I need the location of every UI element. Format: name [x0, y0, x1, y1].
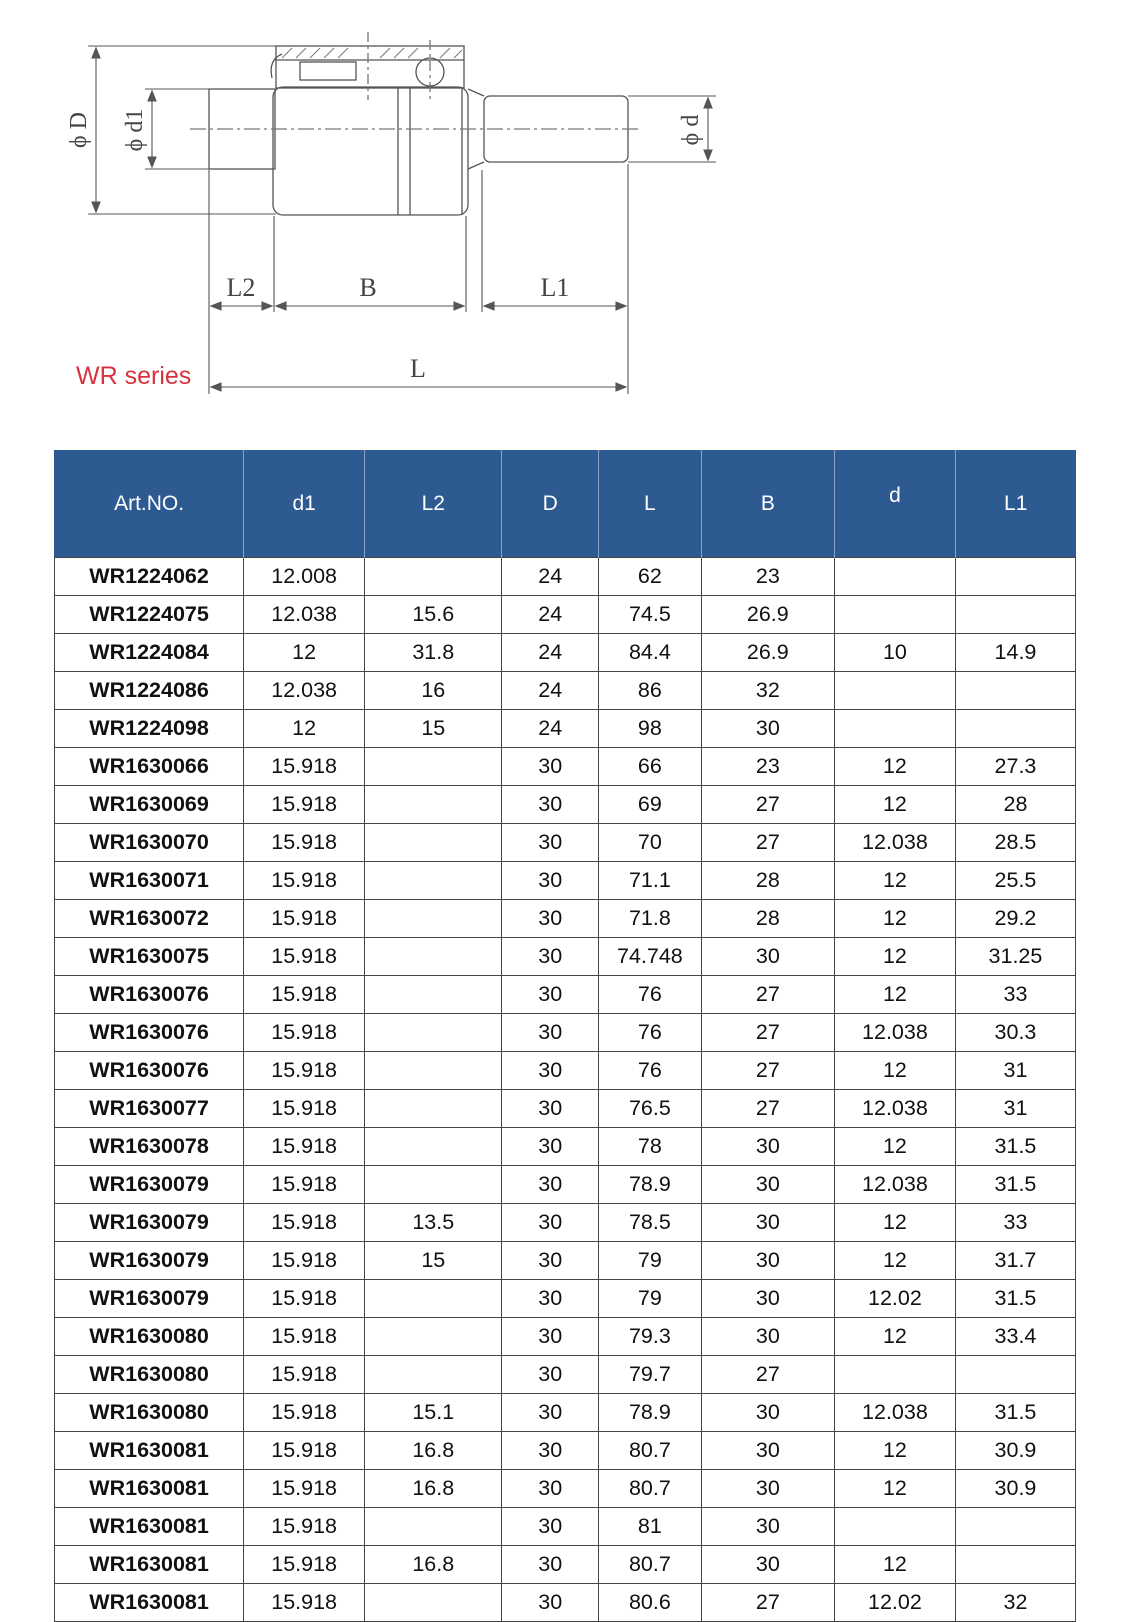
cell-d1: 15.918: [244, 1280, 365, 1318]
cell-l2: [365, 1318, 502, 1356]
cell-l2: [365, 824, 502, 862]
cell-L: 78.5: [599, 1204, 702, 1242]
cell-d1: 12.038: [244, 596, 365, 634]
cell-l1: 33: [955, 1204, 1075, 1242]
cell-d1: 15.918: [244, 862, 365, 900]
cell-B: 30: [701, 1394, 834, 1432]
cell-L: 71.8: [599, 900, 702, 938]
cell-D: 30: [502, 1546, 599, 1584]
cell-d1: 15.918: [244, 1432, 365, 1470]
cell-d: 12: [834, 1546, 955, 1584]
cell-D: 30: [502, 1128, 599, 1166]
cell-d: 12: [834, 786, 955, 824]
cell-L: 76: [599, 976, 702, 1014]
cell-d: [834, 710, 955, 748]
cell-d: 12.038: [834, 1166, 955, 1204]
cell-L: 80.7: [599, 1546, 702, 1584]
cell-B: 30: [701, 1546, 834, 1584]
cell-art-no: WR1630080: [55, 1356, 244, 1394]
cell-d: 12: [834, 1432, 955, 1470]
cell-l2: 15: [365, 1242, 502, 1280]
cell-D: 30: [502, 1318, 599, 1356]
cell-L: 70: [599, 824, 702, 862]
cell-art-no: WR1630077: [55, 1090, 244, 1128]
cell-B: 30: [701, 1242, 834, 1280]
cell-l1: 31.7: [955, 1242, 1075, 1280]
cell-art-no: WR1630079: [55, 1166, 244, 1204]
dim-label-d: ϕ d: [678, 114, 704, 146]
cell-B: 23: [701, 748, 834, 786]
cell-l2: [365, 1166, 502, 1204]
header-d: d: [834, 450, 955, 558]
cell-B: 30: [701, 1508, 834, 1546]
cell-D: 30: [502, 1356, 599, 1394]
cell-D: 30: [502, 976, 599, 1014]
cell-d: 12: [834, 1052, 955, 1090]
cell-D: 30: [502, 786, 599, 824]
table-row: [55, 1470, 1076, 1508]
cell-L: 62: [599, 558, 702, 596]
cell-B: 28: [701, 862, 834, 900]
table-row: [55, 1546, 1076, 1584]
cell-l1: [955, 596, 1075, 634]
cell-d: 12.02: [834, 1280, 955, 1318]
cell-B: 32: [701, 672, 834, 710]
header-D: D: [502, 450, 599, 558]
cell-L: 80.7: [599, 1432, 702, 1470]
cell-L: 74.748: [599, 938, 702, 976]
cell-B: 27: [701, 976, 834, 1014]
cell-art-no: WR1224084: [55, 634, 244, 672]
dim-label-D: ϕ D: [66, 112, 92, 148]
cell-L: 98: [599, 710, 702, 748]
cell-L: 78.9: [599, 1394, 702, 1432]
cell-d: 12: [834, 1318, 955, 1356]
cell-d1: 15.918: [244, 938, 365, 976]
cell-D: 30: [502, 748, 599, 786]
cell-D: 24: [502, 558, 599, 596]
table-row: [55, 1584, 1076, 1622]
cell-l2: 16.8: [365, 1546, 502, 1584]
cell-art-no: WR1630072: [55, 900, 244, 938]
cell-d1: 15.918: [244, 1318, 365, 1356]
cell-art-no: WR1630076: [55, 1052, 244, 1090]
cell-l1: 31.5: [955, 1166, 1075, 1204]
cell-art-no: WR1630069: [55, 786, 244, 824]
cell-art-no: WR1630081: [55, 1508, 244, 1546]
dim-label-L: L: [410, 354, 426, 383]
cell-d: 12.038: [834, 1090, 955, 1128]
cell-d: [834, 1508, 955, 1546]
cell-d: [834, 1356, 955, 1394]
cell-L: 79.7: [599, 1356, 702, 1394]
header-B: B: [701, 450, 834, 558]
cell-d: [834, 558, 955, 596]
table-row: [55, 1014, 1076, 1052]
cell-d1: 15.918: [244, 1508, 365, 1546]
cell-l2: [365, 1128, 502, 1166]
cell-B: 27: [701, 1584, 834, 1622]
cell-B: 26.9: [701, 634, 834, 672]
cell-B: 30: [701, 938, 834, 976]
cell-d1: 15.918: [244, 1242, 365, 1280]
cell-l2: [365, 1052, 502, 1090]
dim-label-B: B: [359, 273, 377, 302]
table-row: [55, 1090, 1076, 1128]
cell-L: 79: [599, 1242, 702, 1280]
table-row: [55, 748, 1076, 786]
cell-d: 12: [834, 748, 955, 786]
cell-L: 80.7: [599, 1470, 702, 1508]
cell-d: 12.038: [834, 1014, 955, 1052]
cell-l1: [955, 1356, 1075, 1394]
table-row: [55, 1242, 1076, 1280]
cell-D: 30: [502, 824, 599, 862]
cell-l2: [365, 938, 502, 976]
cell-B: 30: [701, 1318, 834, 1356]
cell-D: 30: [502, 1052, 599, 1090]
cell-L: 79.3: [599, 1318, 702, 1356]
header-art-no: Art.NO.: [55, 450, 244, 558]
cell-d: 12: [834, 938, 955, 976]
table-row: [55, 1432, 1076, 1470]
cell-d1: 15.918: [244, 1166, 365, 1204]
cell-d: 12.038: [834, 824, 955, 862]
cell-l1: [955, 1546, 1075, 1584]
cell-D: 30: [502, 1166, 599, 1204]
cell-d1: 15.918: [244, 1090, 365, 1128]
cell-L: 86: [599, 672, 702, 710]
cell-art-no: WR1224062: [55, 558, 244, 596]
cell-l2: [365, 786, 502, 824]
cell-D: 30: [502, 1584, 599, 1622]
cell-D: 30: [502, 1508, 599, 1546]
cell-L: 74.5: [599, 596, 702, 634]
cell-l2: [365, 1090, 502, 1128]
cell-l2: [365, 1508, 502, 1546]
table-row: [55, 672, 1076, 710]
cell-l1: [955, 558, 1075, 596]
housing-section: [276, 46, 464, 88]
cell-l2: 16: [365, 672, 502, 710]
table-row: [55, 596, 1076, 634]
cell-L: 80.6: [599, 1584, 702, 1622]
cell-D: 30: [502, 1204, 599, 1242]
cell-d1: 15.918: [244, 1394, 365, 1432]
cell-d1: 15.918: [244, 824, 365, 862]
cell-art-no: WR1630079: [55, 1280, 244, 1318]
cell-B: 30: [701, 1432, 834, 1470]
header-L: L: [599, 450, 702, 558]
table-row: [55, 710, 1076, 748]
cell-d: 12.038: [834, 1394, 955, 1432]
cell-d1: 15.918: [244, 900, 365, 938]
cell-art-no: WR1630081: [55, 1432, 244, 1470]
cell-art-no: WR1630075: [55, 938, 244, 976]
cell-l1: 28: [955, 786, 1075, 824]
cell-l1: 31.5: [955, 1128, 1075, 1166]
cell-l2: [365, 1014, 502, 1052]
cell-art-no: WR1630081: [55, 1546, 244, 1584]
cell-d1: 12: [244, 634, 365, 672]
cell-l1: 31: [955, 1052, 1075, 1090]
cell-B: 27: [701, 786, 834, 824]
cell-l1: 29.2: [955, 900, 1075, 938]
cell-l2: [365, 862, 502, 900]
cell-d1: 15.918: [244, 1356, 365, 1394]
cell-B: 27: [701, 824, 834, 862]
cell-l2: 16.8: [365, 1432, 502, 1470]
cell-art-no: WR1630081: [55, 1584, 244, 1622]
cell-L: 79: [599, 1280, 702, 1318]
cell-d: [834, 672, 955, 710]
cell-l1: 33.4: [955, 1318, 1075, 1356]
cell-l2: [365, 900, 502, 938]
dim-label-L1: L1: [540, 273, 570, 302]
cell-l2: [365, 748, 502, 786]
cell-B: 27: [701, 1052, 834, 1090]
cell-l2: 15.1: [365, 1394, 502, 1432]
cell-D: 24: [502, 672, 599, 710]
table-row: [55, 1280, 1076, 1318]
cell-art-no: WR1630071: [55, 862, 244, 900]
cell-l1: 31.5: [955, 1394, 1075, 1432]
cell-d: 12: [834, 900, 955, 938]
cell-l2: [365, 1584, 502, 1622]
cell-d1: 12: [244, 710, 365, 748]
cell-l1: 32: [955, 1584, 1075, 1622]
cell-art-no: WR1630078: [55, 1128, 244, 1166]
cell-l1: 30.9: [955, 1470, 1075, 1508]
header-d1: d1: [244, 450, 365, 558]
cell-l1: 31: [955, 1090, 1075, 1128]
cell-B: 30: [701, 1204, 834, 1242]
table-row: [55, 900, 1076, 938]
series-label: WR series: [76, 362, 192, 390]
table-row: [55, 976, 1076, 1014]
table-row: [55, 558, 1076, 596]
cell-l2: 16.8: [365, 1470, 502, 1508]
cell-l2: [365, 1356, 502, 1394]
cell-art-no: WR1630079: [55, 1204, 244, 1242]
cell-art-no: WR1224075: [55, 596, 244, 634]
cell-D: 30: [502, 1280, 599, 1318]
cell-art-no: WR1630076: [55, 1014, 244, 1052]
cell-D: 24: [502, 710, 599, 748]
cell-l1: 31.5: [955, 1280, 1075, 1318]
cell-l2: [365, 1280, 502, 1318]
cell-L: 76.5: [599, 1090, 702, 1128]
cell-B: 30: [701, 1128, 834, 1166]
table-row: [55, 1318, 1076, 1356]
cell-art-no: WR1630080: [55, 1394, 244, 1432]
cell-art-no: WR1224086: [55, 672, 244, 710]
cell-d: 12: [834, 1242, 955, 1280]
cell-l1: 27.3: [955, 748, 1075, 786]
cell-l1: [955, 672, 1075, 710]
table-row: [55, 1204, 1076, 1242]
cell-l2: [365, 976, 502, 1014]
cell-d1: 15.918: [244, 1014, 365, 1052]
table-row: [55, 1356, 1076, 1394]
dim-label-L2: L2: [226, 273, 256, 302]
cell-d1: 15.918: [244, 1546, 365, 1584]
cell-art-no: WR1630066: [55, 748, 244, 786]
bearing-body: [273, 87, 468, 215]
cell-d: 10: [834, 634, 955, 672]
cell-D: 24: [502, 596, 599, 634]
cell-L: 78: [599, 1128, 702, 1166]
cell-l1: [955, 710, 1075, 748]
dim-label-d1: ϕ d1: [122, 108, 148, 152]
table-row: [55, 1128, 1076, 1166]
cell-l1: [955, 1508, 1075, 1546]
header-l1: L1: [955, 450, 1075, 558]
cell-l2: 13.5: [365, 1204, 502, 1242]
cell-B: 30: [701, 1470, 834, 1508]
table-row: [55, 786, 1076, 824]
cell-D: 30: [502, 900, 599, 938]
cell-l2: 31.8: [365, 634, 502, 672]
cell-L: 66: [599, 748, 702, 786]
cell-B: 30: [701, 710, 834, 748]
cell-B: 27: [701, 1014, 834, 1052]
cell-art-no: WR1630070: [55, 824, 244, 862]
cell-d: 12: [834, 1470, 955, 1508]
cell-art-no: WR1224098: [55, 710, 244, 748]
cell-d: 12: [834, 1204, 955, 1242]
cell-D: 30: [502, 1242, 599, 1280]
header-l2: L2: [365, 450, 502, 558]
cell-l1: 30.3: [955, 1014, 1075, 1052]
cell-l1: 28.5: [955, 824, 1075, 862]
cell-D: 30: [502, 1090, 599, 1128]
cell-B: 23: [701, 558, 834, 596]
table-row: [55, 1394, 1076, 1432]
table-header-row: [55, 450, 1076, 558]
cell-art-no: WR1630081: [55, 1470, 244, 1508]
cell-art-no: WR1630076: [55, 976, 244, 1014]
cell-d1: 15.918: [244, 1128, 365, 1166]
cell-d: 12: [834, 1128, 955, 1166]
table-row: [55, 634, 1076, 672]
specification-table: [54, 450, 1076, 1622]
cell-B: 27: [701, 1090, 834, 1128]
cell-l1: 31.25: [955, 938, 1075, 976]
cell-D: 30: [502, 1432, 599, 1470]
cell-d1: 15.918: [244, 1584, 365, 1622]
cell-D: 30: [502, 938, 599, 976]
cell-d1: 12.038: [244, 672, 365, 710]
cell-D: 24: [502, 634, 599, 672]
cell-B: 30: [701, 1280, 834, 1318]
table-row: [55, 938, 1076, 976]
cell-l2: 15.6: [365, 596, 502, 634]
cell-d: 12: [834, 976, 955, 1014]
cell-d: 12.02: [834, 1584, 955, 1622]
cell-B: 27: [701, 1356, 834, 1394]
cell-D: 30: [502, 1394, 599, 1432]
cell-B: 26.9: [701, 596, 834, 634]
table-row: [55, 862, 1076, 900]
cell-art-no: WR1630080: [55, 1318, 244, 1356]
cell-l2: [365, 558, 502, 596]
cell-L: 76: [599, 1014, 702, 1052]
cell-d: [834, 596, 955, 634]
cell-l2: 15: [365, 710, 502, 748]
table-row: [55, 1508, 1076, 1546]
cell-L: 81: [599, 1508, 702, 1546]
cell-l1: 14.9: [955, 634, 1075, 672]
cell-d1: 15.918: [244, 786, 365, 824]
cell-D: 30: [502, 1470, 599, 1508]
cell-d1: 15.918: [244, 976, 365, 1014]
cell-L: 69: [599, 786, 702, 824]
cell-l1: 30.9: [955, 1432, 1075, 1470]
table-row: [55, 1052, 1076, 1090]
cell-D: 30: [502, 862, 599, 900]
table-row: [55, 1166, 1076, 1204]
cell-l1: 33: [955, 976, 1075, 1014]
cell-d: 12: [834, 862, 955, 900]
cell-l1: 25.5: [955, 862, 1075, 900]
cell-d1: 15.918: [244, 1204, 365, 1242]
cell-B: 28: [701, 900, 834, 938]
cell-art-no: WR1630079: [55, 1242, 244, 1280]
cell-d1: 15.918: [244, 1470, 365, 1508]
table-row: [55, 824, 1076, 862]
cell-d1: 15.918: [244, 748, 365, 786]
cell-d1: 15.918: [244, 1052, 365, 1090]
cell-D: 30: [502, 1014, 599, 1052]
cell-d1: 12.008: [244, 558, 365, 596]
cell-L: 71.1: [599, 862, 702, 900]
cell-L: 78.9: [599, 1166, 702, 1204]
cell-L: 76: [599, 1052, 702, 1090]
cell-L: 84.4: [599, 634, 702, 672]
cell-B: 30: [701, 1166, 834, 1204]
bearing-technical-drawing: [0, 0, 760, 420]
